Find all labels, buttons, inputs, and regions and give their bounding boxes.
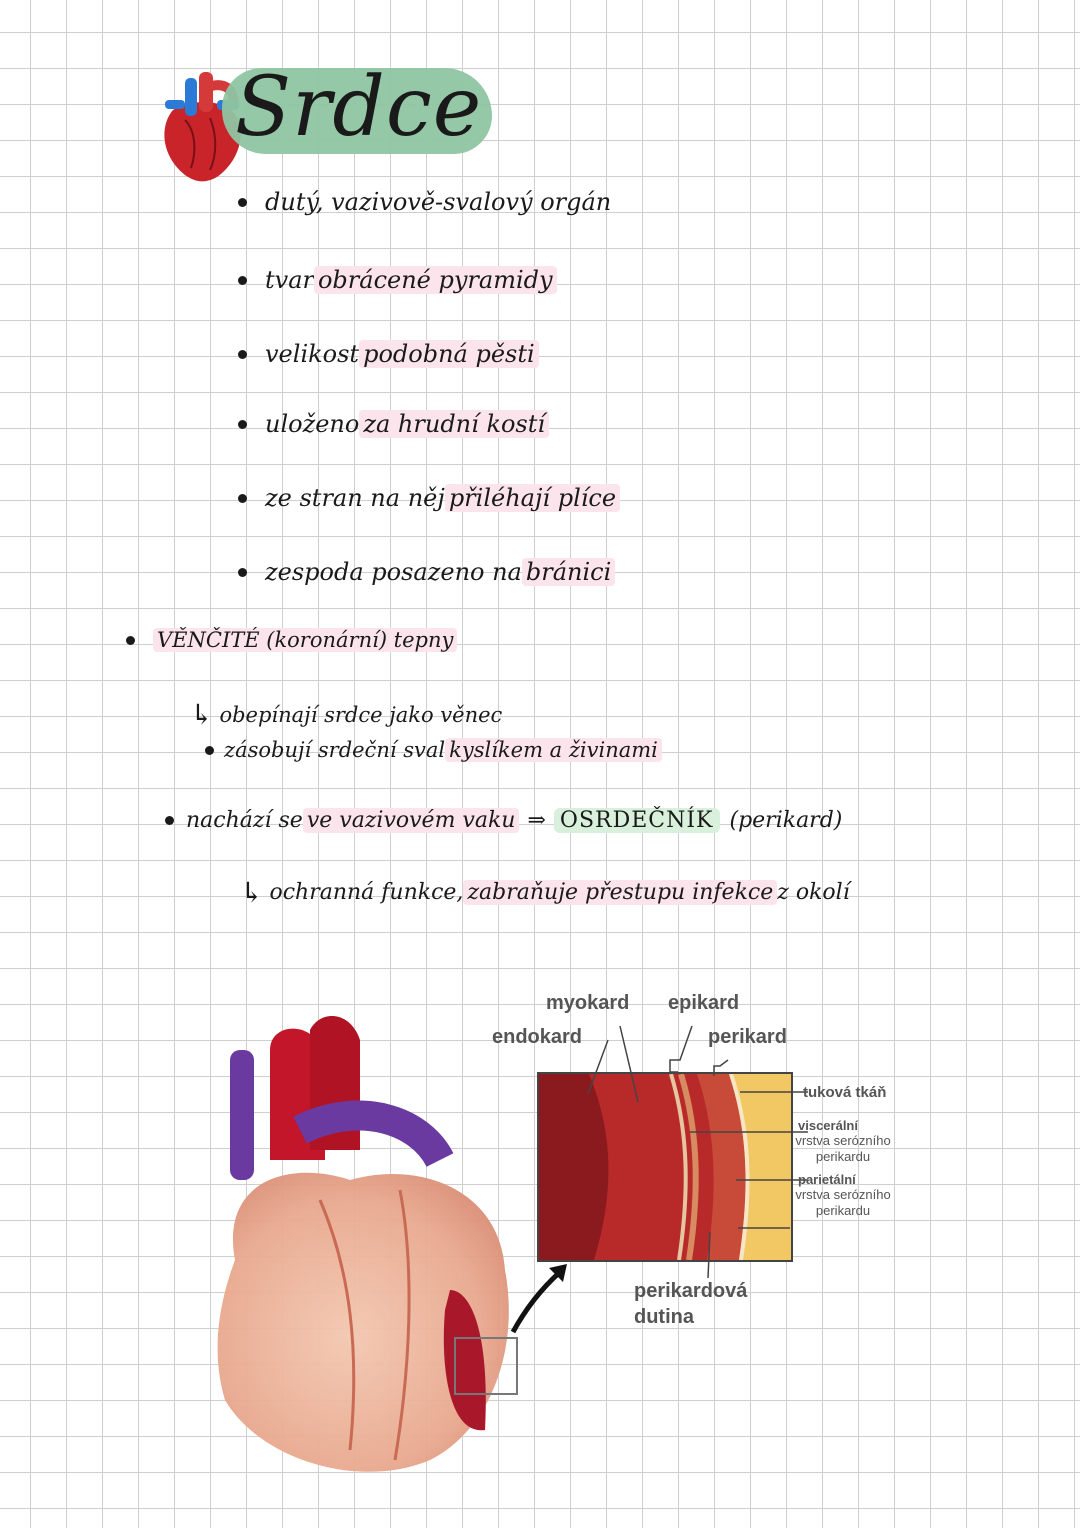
label-perikardova-dutina (634, 1278, 747, 1330)
list-item (238, 188, 611, 216)
label-visceralni (788, 1118, 898, 1165)
bullet-dot (205, 746, 214, 755)
pericard-function (240, 876, 850, 909)
coronary-sub2-highlight: kyslíkem a živinami (445, 738, 662, 762)
list-item (238, 266, 557, 294)
list-item (238, 410, 549, 438)
label-visceralni-1: viscerální (798, 1118, 858, 1133)
label-tukova-tkan: tuková tkáň (803, 1084, 887, 1101)
bullet-highlight: přiléhají plíce (445, 484, 620, 512)
bullet-dot (238, 198, 247, 207)
label-parietalni (788, 1172, 898, 1219)
bullet-dot (126, 636, 135, 645)
list-item (238, 340, 539, 368)
coronary-sub1 (190, 698, 502, 731)
bullet-highlight: obrácené pyramidy (314, 266, 557, 294)
pericard-note: (perikard) (729, 808, 843, 833)
bullet-dot (165, 816, 174, 825)
label-parietalni-2: vrstva serózního (795, 1187, 891, 1202)
label-perikard: perikard (708, 1026, 787, 1048)
pericard-highlight: ve vazivovém vaku (303, 808, 520, 833)
function-text: ochranná funkce, (269, 880, 464, 905)
label-visceralni-3: perikardu (815, 1149, 871, 1164)
bullet-text: dutý, vazivově-svalový orgán (265, 188, 612, 216)
bullet-text: velikost (265, 340, 360, 368)
implies-arrow: ⇒ (527, 808, 546, 833)
label-myokard: myokard (546, 992, 630, 1014)
coronary-sub2-text: zásobují srdeční sval (224, 738, 446, 762)
bullet-text: uloženo (265, 410, 360, 438)
function-tail: z okolí (777, 880, 850, 905)
bullet-dot (238, 568, 247, 577)
coronary-sub1-text: obepínají srdce jako věnec (219, 702, 503, 727)
bullet-text: tvar (265, 266, 314, 294)
function-highlight: zabraňuje přestupu infekce (463, 880, 777, 905)
bullet-text: zespoda posazeno na (265, 558, 522, 586)
label-visceralni-2: vrstva serózního (795, 1133, 891, 1148)
bullet-highlight: bránici (522, 558, 615, 586)
coronary-heading: VĚNČITÉ (koronární) tepny (153, 628, 457, 652)
arrow-down-right-icon: ↳ (190, 698, 214, 731)
pericard-row (165, 808, 842, 833)
bullet-dot (238, 420, 247, 429)
bullet-dot (238, 494, 247, 503)
page-title: Srdce (235, 60, 483, 155)
bullet-text: ze stran na něj (265, 484, 445, 512)
pericard-text: nachází se (186, 808, 303, 833)
bullet-highlight: podobná pěsti (359, 340, 539, 368)
label-endokard: endokard (492, 1026, 583, 1048)
coronary-sub2 (205, 738, 662, 762)
bullet-dot (238, 276, 247, 285)
label-parietalni-1: parietální (798, 1172, 856, 1187)
pericard-term: OSRDEČNÍK (554, 808, 720, 833)
list-item (238, 484, 620, 512)
coronary-heading-row (126, 628, 457, 652)
label-epikard: epikard (668, 992, 740, 1014)
bullet-dot (238, 350, 247, 359)
list-item (238, 558, 615, 586)
label-dutina-2: dutina (634, 1306, 694, 1328)
bullet-highlight: za hrudní kostí (359, 410, 549, 438)
label-dutina-1: perikardová (634, 1280, 748, 1302)
heart-illustration (200, 1010, 583, 1480)
arrow-down-right-icon: ↳ (240, 876, 264, 909)
label-parietalni-3: perikardu (815, 1203, 871, 1218)
